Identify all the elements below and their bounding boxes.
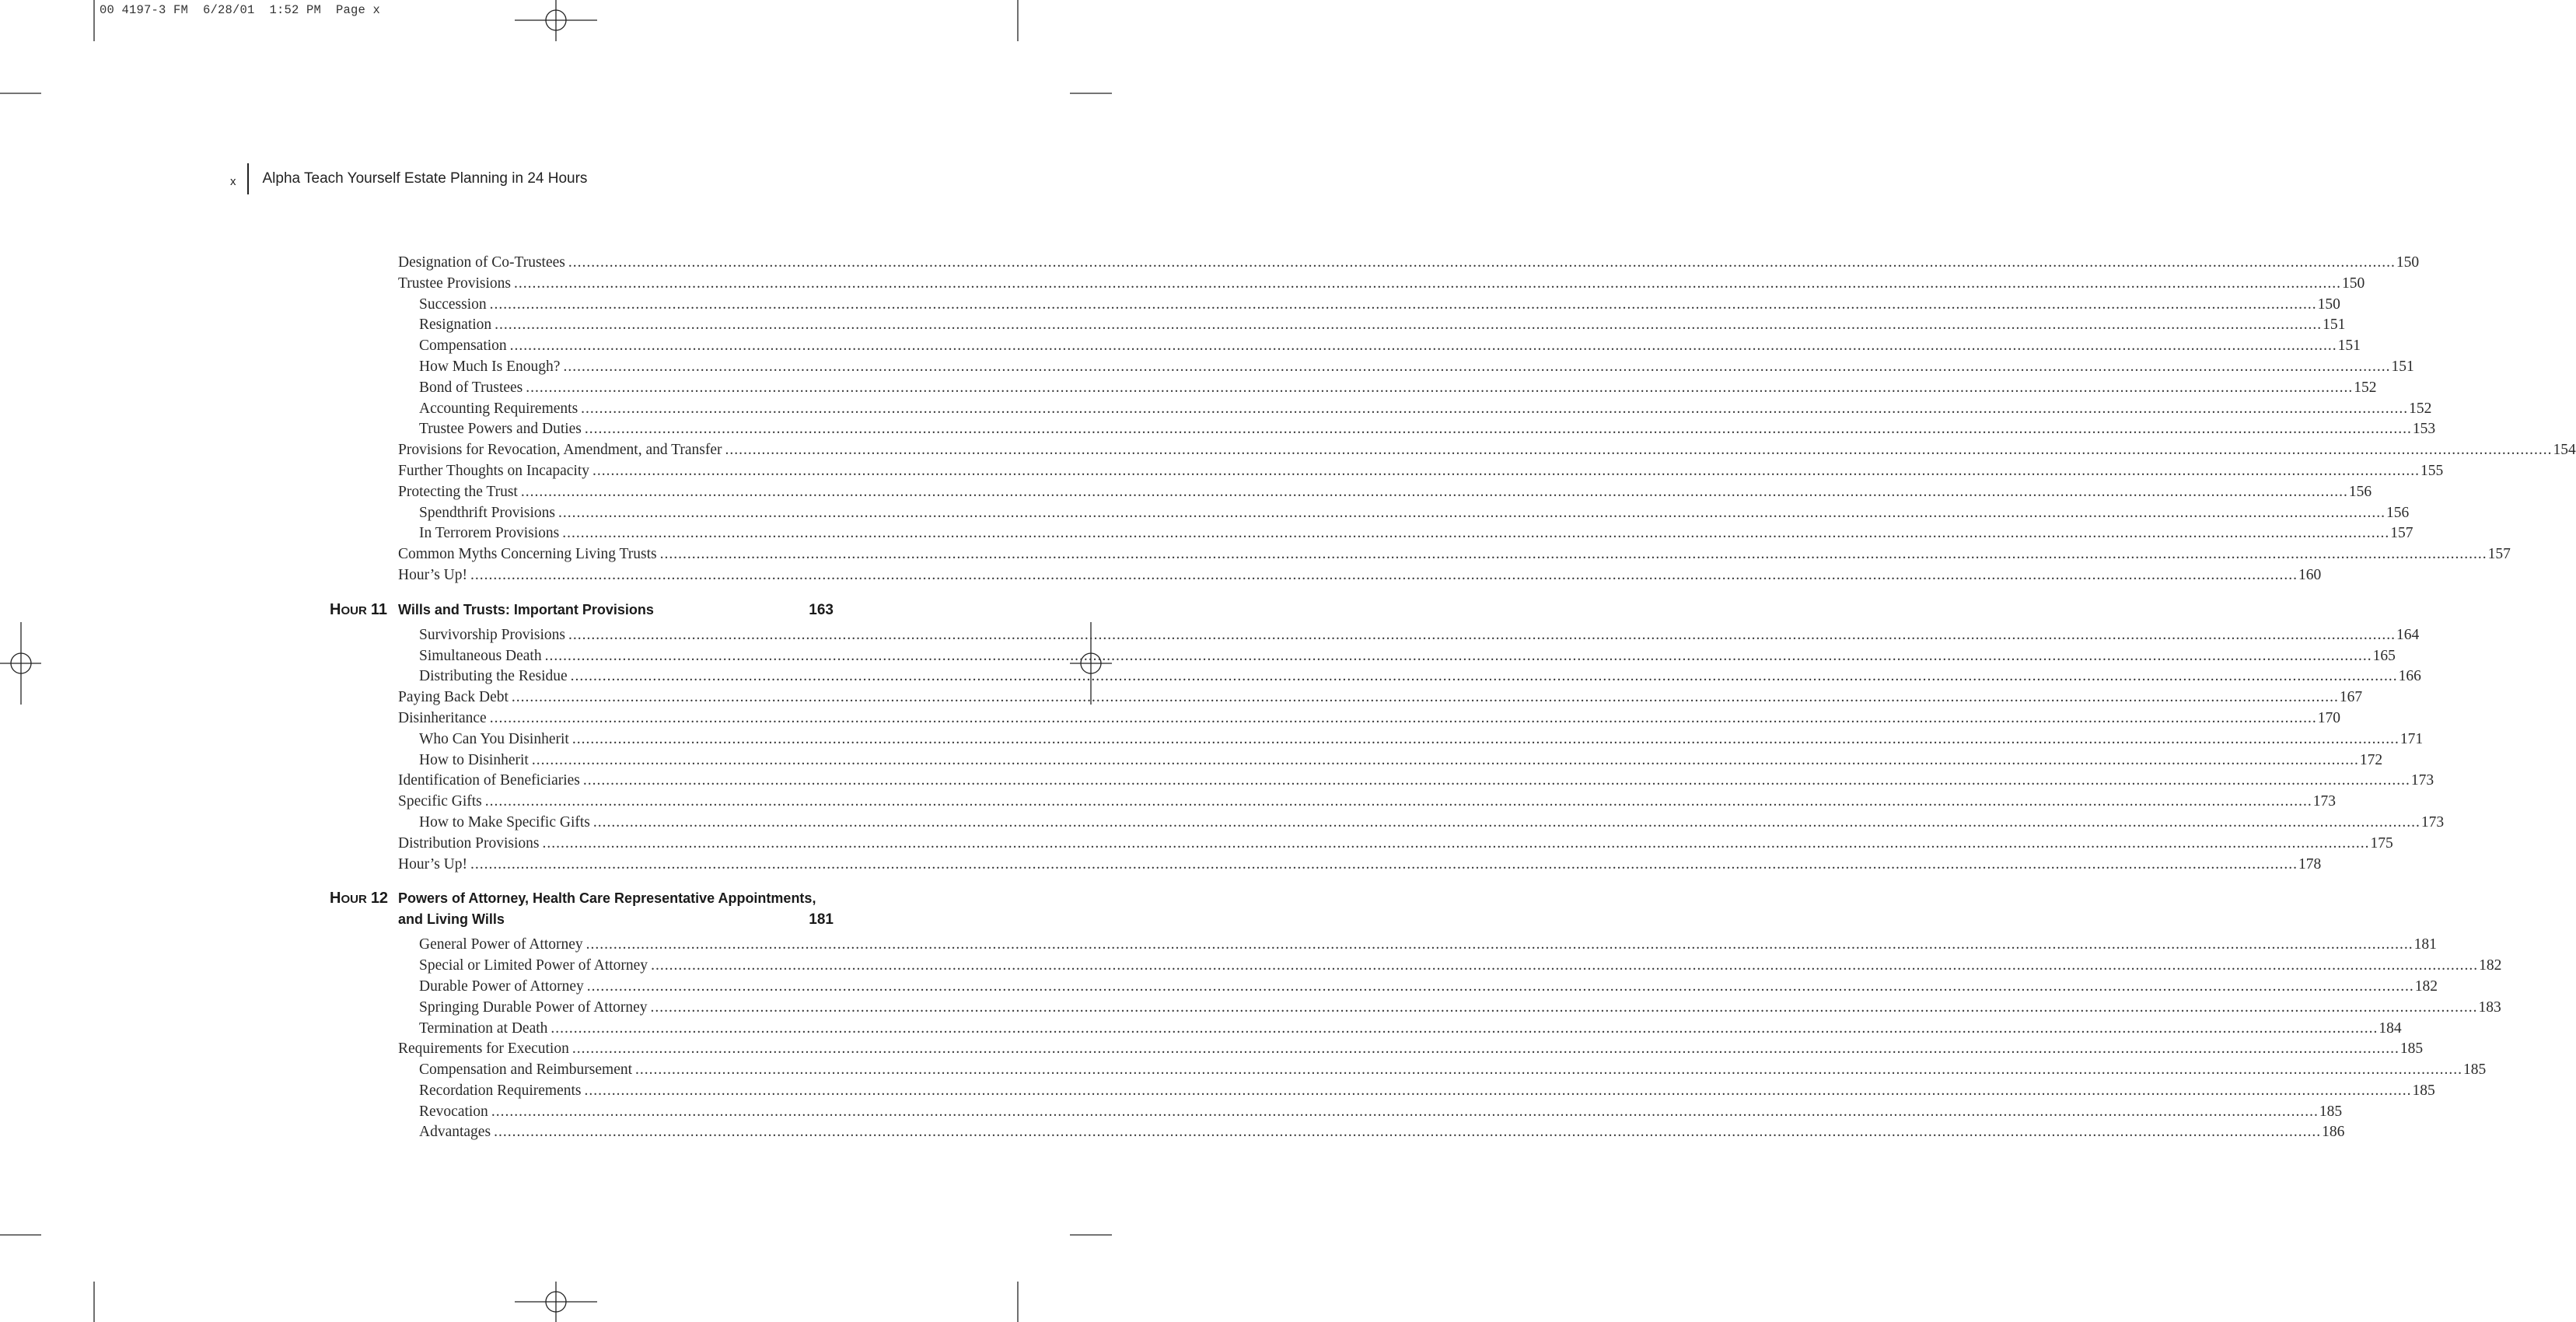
dot-leader: ................................................................................................................................................................................................................................................................................................................................................................................................................: [563, 358, 2391, 375]
toc-entry-title: Hour’s Up!: [398, 566, 468, 583]
dot-leader: ................................................................................................................................................................................................................................................................................................................................................................................................................: [651, 957, 2479, 974]
dot-leader: ................................................................................................................................................................................................................................................................................................................................................................................................................: [495, 317, 2323, 334]
toc-entry[interactable]: [398, 295, 2340, 316]
toc-entry[interactable]: [398, 792, 2337, 813]
toc-entry[interactable]: [398, 1122, 2345, 1143]
toc-entry-page: 184: [2379, 1019, 2402, 1037]
dot-leader: ................................................................................................................................................................................................................................................................................................................................................................................................................: [582, 772, 2410, 789]
toc-entry-page: 157: [2390, 525, 2413, 542]
toc-entry-title: Survivorship Provisions: [419, 626, 565, 643]
dot-leader: ................................................................................................................................................................................................................................................................................................................................................................................................................: [568, 254, 2396, 271]
toc-entry-title: Designation of Co-Trustees: [398, 254, 565, 271]
toc-entry[interactable]: [398, 687, 2363, 708]
dot-leader: ................................................................................................................................................................................................................................................................................................................................................................................................................: [551, 1019, 2379, 1037]
hour-label: [330, 600, 387, 621]
toc-entry-page: 173: [2410, 772, 2434, 789]
dot-leader: ................................................................................................................................................................................................................................................................................................................................................................................................................: [557, 504, 2386, 521]
toc-entry-page: 150: [2317, 296, 2340, 313]
toc-entry-title: Who Can You Disinherit: [419, 730, 569, 747]
toc-entry-title: Revocation: [419, 1103, 488, 1120]
toc-entry[interactable]: [398, 315, 2346, 336]
toc-entry[interactable]: [398, 855, 2322, 876]
dot-leader: ................................................................................................................................................................................................................................................................................................................................................................................................................: [544, 647, 2372, 664]
dot-leader: ................................................................................................................................................................................................................................................................................................................................................................................................................: [484, 793, 2312, 810]
dot-leader: ................................................................................................................................................................................................................................................................................................................................................................................................................: [584, 421, 2412, 438]
toc-entry-page: 166: [2398, 668, 2421, 685]
hour-number: 12: [370, 890, 389, 908]
toc-entry-page: 157: [2487, 546, 2511, 563]
toc-entry-title: Spendthrift Provisions: [419, 504, 555, 521]
toc-entry-page: 170: [2317, 709, 2340, 726]
toc-entry[interactable]: [398, 544, 2511, 565]
toc-entry[interactable]: [398, 1039, 2424, 1060]
registration-mark-top: [515, 0, 597, 41]
book-title: Alpha Teach Yourself Estate Planning in 24 Hours: [262, 170, 588, 187]
toc-entry-title: Provisions for Revocation, Amendment, and Transfer: [398, 442, 722, 459]
dot-leader: ................................................................................................................................................................................................................................................................................................................................................................................................................: [494, 1124, 2322, 1141]
dot-leader: ................................................................................................................................................................................................................................................................................................................................................................................................................: [509, 337, 2337, 355]
toc-entry-title: Compensation: [419, 337, 507, 355]
toc-entry-title: How Much Is Enough?: [419, 358, 561, 375]
toc-entry-title: Protecting the Trust: [398, 483, 518, 500]
toc-entry-title: Distribution Provisions: [398, 834, 540, 852]
toc-entry-title: Bond of Trustees: [419, 379, 523, 396]
dot-leader: ................................................................................................................................................................................................................................................................................................................................................................................................................: [585, 936, 2413, 953]
hour-label: [330, 888, 388, 910]
dot-leader: ................................................................................................................................................................................................................................................................................................................................................................................................................: [511, 689, 2339, 706]
registration-mark-bottom: [515, 1282, 597, 1322]
toc-entry-page: 165: [2372, 647, 2396, 664]
toc-entry[interactable]: [398, 399, 2432, 420]
dot-leader: ................................................................................................................................................................................................................................................................................................................................................................................................................: [584, 1082, 2412, 1099]
toc-entry[interactable]: [398, 666, 2421, 687]
hour-page: 163: [809, 601, 834, 618]
toc-entry[interactable]: [398, 503, 2410, 524]
toc-entry-title: Hour’s Up!: [398, 855, 468, 873]
toc-entry-title: Accounting Requirements: [419, 400, 578, 417]
toc-entry-title: Further Thoughts on Incapacity: [398, 462, 590, 479]
hour-title-line: Wills and Trusts: Important Provisions: [398, 601, 654, 617]
toc-entry[interactable]: [398, 482, 2372, 503]
toc-entry[interactable]: [398, 1019, 2402, 1040]
toc-entry-page: 172: [2359, 751, 2383, 768]
dot-leader: ................................................................................................................................................................................................................................................................................................................................................................................................................: [650, 998, 2478, 1016]
toc-entry[interactable]: [398, 274, 2365, 295]
toc-entry-page: 171: [2399, 730, 2424, 747]
toc-entry[interactable]: [398, 419, 2436, 440]
toc-entry-title: Durable Power of Attorney: [419, 978, 584, 995]
toc-entry-page: 152: [2354, 379, 2377, 396]
toc-entry-page: 155: [2420, 462, 2444, 479]
hour-label-initial: H: [330, 600, 341, 618]
hour-title-line: and Living Wills: [398, 911, 505, 928]
toc-entry-page: 185: [2463, 1061, 2487, 1079]
dot-leader: ................................................................................................................................................................................................................................................................................................................................................................................................................: [571, 730, 2399, 747]
toc-entry-title: General Power of Attorney: [419, 936, 583, 953]
toc-entry[interactable]: [398, 708, 2340, 729]
printer-slug-line: 00 4197-3 FM 6/28/01 1:52 PM Page x: [100, 3, 381, 17]
toc-entry[interactable]: [398, 336, 2361, 357]
toc-entry[interactable]: [398, 935, 2437, 956]
running-head: [230, 163, 587, 194]
toc-entry-title: Trustee Powers and Duties: [419, 421, 582, 438]
dot-leader: ................................................................................................................................................................................................................................................................................................................................................................................................................: [571, 1040, 2399, 1058]
hour-heading[interactable]: [330, 600, 834, 621]
dot-leader: ................................................................................................................................................................................................................................................................................................................................................................................................................: [570, 668, 2398, 685]
toc-entry-title: How to Disinherit: [419, 751, 529, 768]
toc-entry-title: Compensation and Reimbursement: [419, 1061, 633, 1079]
hour-title-line: Powers of Attorney, Health Care Representative Appointments,: [398, 890, 816, 907]
hour-label-rest: OUR: [341, 603, 367, 617]
toc-entry[interactable]: [398, 977, 2438, 998]
table-of-contents: [330, 253, 2576, 1143]
hour-heading[interactable]: [330, 888, 834, 930]
dot-leader: ................................................................................................................................................................................................................................................................................................................................................................................................................: [489, 709, 2317, 726]
toc-entry[interactable]: [398, 956, 2502, 977]
toc-entry[interactable]: [398, 1060, 2487, 1081]
toc-entry[interactable]: [398, 523, 2413, 544]
toc-entry[interactable]: [398, 253, 2420, 274]
hour-label-initial: H: [330, 890, 341, 908]
registration-mark-left: [0, 622, 41, 705]
toc-entry[interactable]: [398, 771, 2434, 792]
dot-leader: ................................................................................................................................................................................................................................................................................................................................................................................................................: [635, 1061, 2463, 1079]
dot-leader: ................................................................................................................................................................................................................................................................................................................................................................................................................: [725, 442, 2553, 459]
toc-entry-title: Distributing the Residue: [419, 668, 568, 685]
dot-leader: ................................................................................................................................................................................................................................................................................................................................................................................................................: [526, 379, 2354, 396]
toc-entry-page: 185: [2412, 1082, 2435, 1099]
toc-entry[interactable]: [398, 357, 2414, 378]
toc-entry-page: 183: [2478, 998, 2501, 1016]
page-folio: x: [230, 174, 236, 188]
toc-entry-page: 156: [2348, 483, 2372, 500]
toc-entry-page: 185: [2319, 1103, 2343, 1120]
running-head-rule: [247, 163, 249, 194]
toc-entry-page: 182: [2414, 978, 2438, 995]
toc-entry-page: 164: [2396, 626, 2420, 643]
toc-entry-title: Recordation Requirements: [419, 1082, 582, 1099]
toc-entry-title: Springing Durable Power of Attorney: [419, 998, 648, 1016]
dot-leader: ................................................................................................................................................................................................................................................................................................................................................................................................................: [568, 626, 2396, 643]
toc-entry-page: 151: [2337, 337, 2361, 355]
toc-entry-title: Identification of Beneficiaries: [398, 772, 580, 789]
hour-page: 181: [809, 911, 834, 929]
toc-entry-title: Requirements for Execution: [398, 1040, 569, 1058]
dot-leader: ................................................................................................................................................................................................................................................................................................................................................................................................................: [531, 751, 2359, 768]
toc-entry-page: 175: [2370, 834, 2393, 852]
toc-entry-title: Trustee Provisions: [398, 275, 512, 292]
toc-entry-page: 182: [2479, 957, 2502, 974]
toc-entry-page: 186: [2322, 1124, 2345, 1141]
dot-leader: ................................................................................................................................................................................................................................................................................................................................................................................................................: [520, 483, 2348, 500]
toc-entry-page: 151: [2391, 358, 2414, 375]
hour-label-rest: OUR: [341, 893, 367, 907]
toc-entry-page: 160: [2298, 566, 2322, 583]
dot-leader: ................................................................................................................................................................................................................................................................................................................................................................................................................: [470, 566, 2298, 583]
toc-entry-page: 150: [2396, 254, 2420, 271]
toc-entry-page: 178: [2298, 855, 2322, 873]
toc-entry-page: 151: [2323, 317, 2346, 334]
toc-entry-title: Resignation: [419, 317, 492, 334]
toc-entry[interactable]: [398, 750, 2383, 771]
toc-entry-title: Simultaneous Death: [419, 647, 542, 664]
toc-entry-title: Termination at Death: [419, 1019, 548, 1037]
toc-entry-page: 173: [2420, 813, 2445, 831]
toc-entry-page: 153: [2412, 421, 2436, 438]
toc-entry-page: 150: [2342, 275, 2365, 292]
dot-leader: ................................................................................................................................................................................................................................................................................................................................................................................................................: [514, 275, 2342, 292]
toc-entry[interactable]: [398, 646, 2396, 667]
toc-entry-title: How to Make Specific Gifts: [419, 813, 590, 831]
dot-leader: ................................................................................................................................................................................................................................................................................................................................................................................................................: [542, 834, 2370, 852]
dot-leader: ................................................................................................................................................................................................................................................................................................................................................................................................................: [470, 855, 2298, 873]
toc-entry[interactable]: [398, 565, 2322, 586]
toc-entry-page: 173: [2312, 793, 2337, 810]
dot-leader: ................................................................................................................................................................................................................................................................................................................................................................................................................: [562, 525, 2390, 542]
toc-entry[interactable]: [398, 440, 2576, 461]
dot-leader: ................................................................................................................................................................................................................................................................................................................................................................................................................: [491, 1103, 2319, 1120]
dot-leader: ................................................................................................................................................................................................................................................................................................................................................................................................................: [592, 462, 2420, 479]
toc-entry-page: 154: [2553, 442, 2576, 459]
dot-leader: ................................................................................................................................................................................................................................................................................................................................................................................................................: [581, 400, 2409, 417]
toc-entry[interactable]: [398, 378, 2377, 399]
toc-entry-page: 185: [2399, 1040, 2424, 1058]
dot-leader: ................................................................................................................................................................................................................................................................................................................................................................................................................: [659, 546, 2487, 563]
toc-entry[interactable]: [398, 625, 2420, 646]
toc-entry-title: Specific Gifts: [398, 793, 482, 810]
toc-entry[interactable]: [398, 461, 2444, 482]
toc-entry-page: 181: [2413, 936, 2437, 953]
toc-entry-page: 156: [2386, 504, 2410, 521]
toc-entry[interactable]: [398, 729, 2424, 750]
toc-entry-title: Advantages: [419, 1124, 491, 1141]
toc-entry-title: Common Myths Concerning Living Trusts: [398, 546, 657, 563]
dot-leader: ................................................................................................................................................................................................................................................................................................................................................................................................................: [489, 296, 2317, 313]
toc-entry[interactable]: [398, 1081, 2435, 1102]
toc-entry-page: 167: [2339, 689, 2363, 706]
toc-entry[interactable]: [398, 813, 2445, 834]
toc-entry[interactable]: [398, 834, 2393, 855]
toc-entry-page: 152: [2409, 400, 2432, 417]
toc-entry-title: Succession: [419, 296, 487, 313]
toc-entry-title: In Terrorem Provisions: [419, 525, 560, 542]
dot-leader: ................................................................................................................................................................................................................................................................................................................................................................................................................: [586, 978, 2414, 995]
toc-entry[interactable]: [398, 1102, 2343, 1123]
toc-entry-title: Paying Back Debt: [398, 689, 509, 706]
dot-leader: ................................................................................................................................................................................................................................................................................................................................................................................................................: [592, 813, 2420, 831]
toc-entry-title: Special or Limited Power of Attorney: [419, 957, 648, 974]
toc-entry[interactable]: [398, 998, 2501, 1019]
hour-number: 11: [370, 600, 387, 618]
toc-entry-title: Disinheritance: [398, 709, 487, 726]
